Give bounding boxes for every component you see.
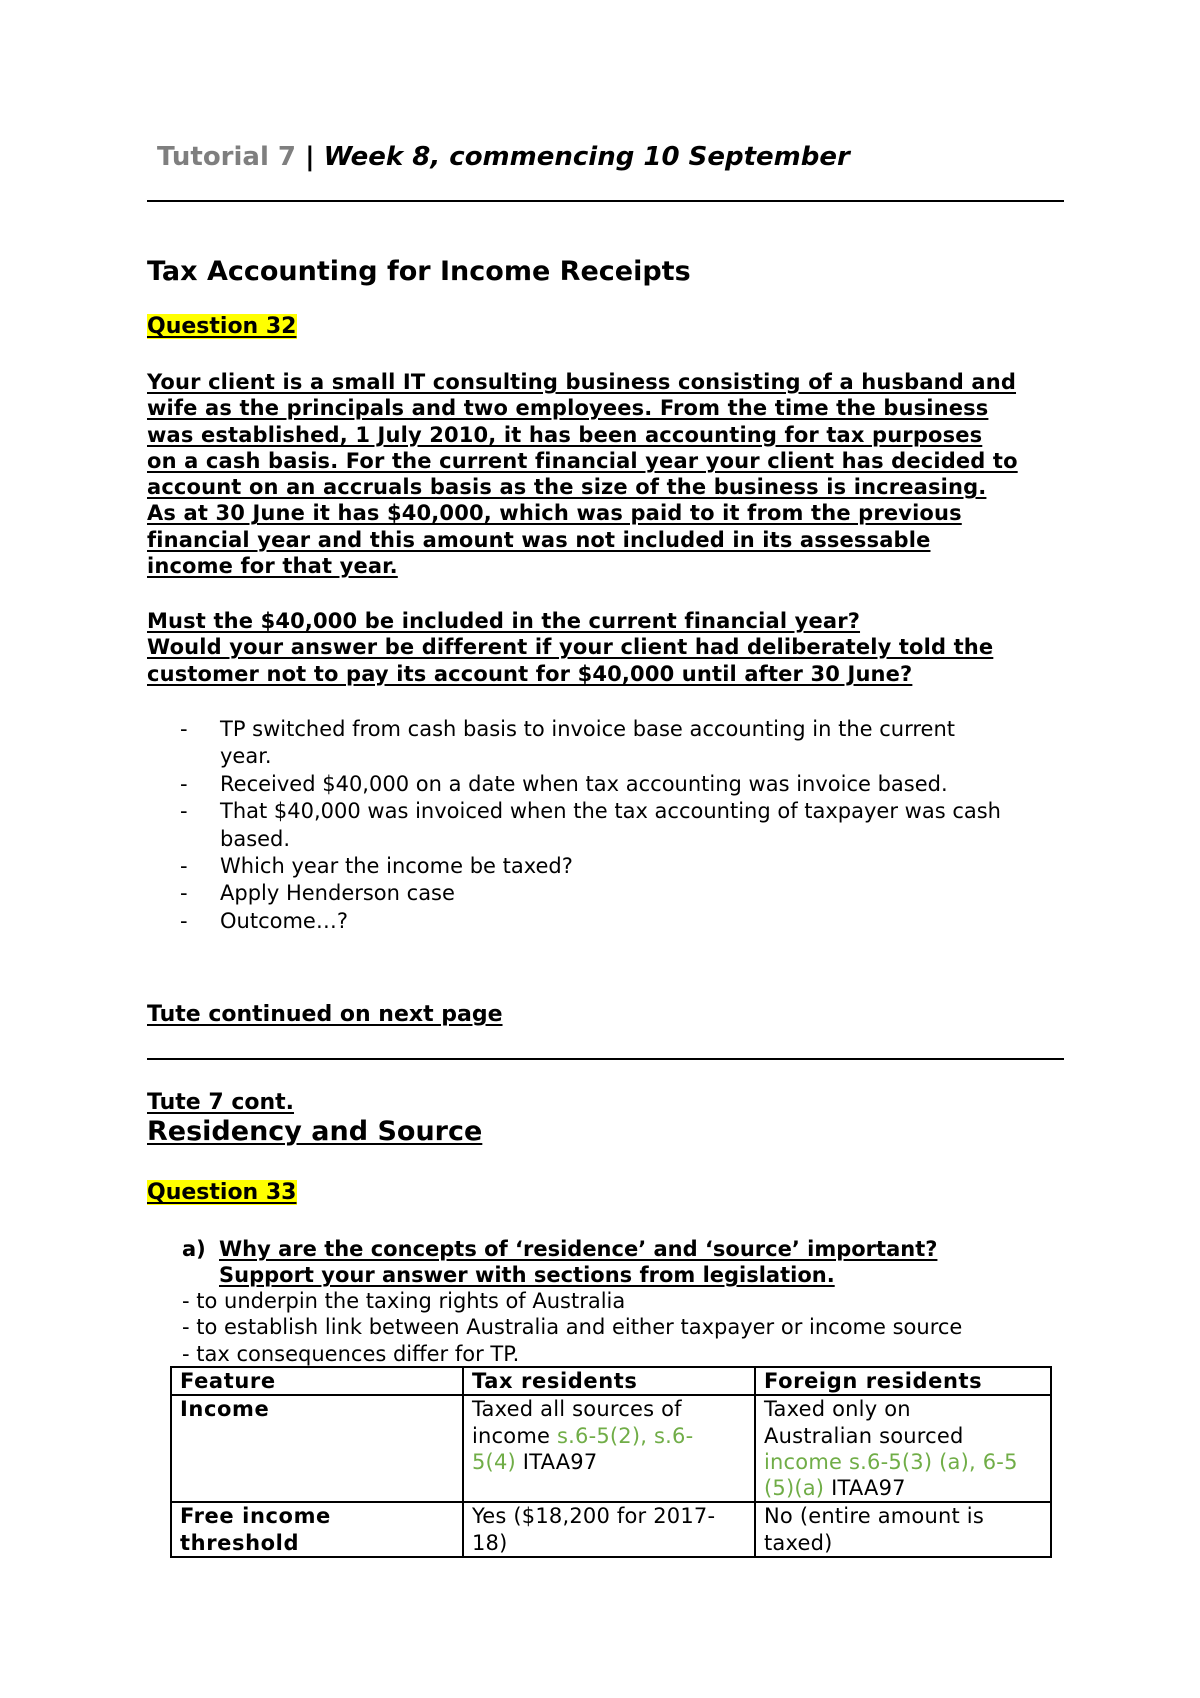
legislation-reference: 5(4) [472,1449,516,1474]
tute-continuation-label: Tute 7 cont. [147,1090,295,1115]
header-divider [147,200,1064,202]
bullet-dash: - [180,771,188,796]
list-item [180,853,1001,880]
list-item-text: Outcome…? [220,908,348,933]
header-feature: Feature [171,1367,463,1395]
cell-foreign-threshold [755,1502,1051,1557]
list-item [180,798,1001,853]
list-item-text: based. [220,826,291,851]
continued-note: Tute continued on next page [147,1002,503,1027]
part-a-line: Support your answer with sections from legislation. [219,1263,835,1288]
question-32-subquestions [147,608,993,687]
section-title-residency: Residency and Source [147,1116,483,1147]
legislation-reference: income s.6-5(3) (a), 6-5 [764,1449,1018,1474]
answer-line: - to underpin the taxing rights of Australia [182,1289,626,1313]
question-33-label [147,1180,297,1205]
cell-text: taxed) [764,1530,833,1555]
cell-feature-income: Income [171,1395,463,1502]
question-line: As at 30 June it has $40,000, which was paid to it from the previous [147,501,962,526]
list-item-text: Which year the income be taxed? [220,854,573,879]
bullet-dash: - [180,854,188,879]
subquestion-line: Would your answer be different if your client had deliberately told the [147,635,994,660]
answer-line: - to establish link between Australia and either taxpayer or income source [182,1315,963,1340]
tutorial-number: Tutorial 7 [157,142,297,172]
legislation-reference: (5)(a) [764,1476,825,1501]
list-item [180,880,1001,907]
part-a-answers [182,1288,962,1367]
question-line: wife as the principals and two employees. From the time the business [147,396,989,421]
cell-text: Taxed only on [764,1397,911,1422]
header-separator: | [305,142,315,172]
bullet-dash: - [180,799,188,824]
subquestion-line: customer not to pay its account for $40,000 until after 30 June? [147,661,913,686]
cell-text: 18) [472,1530,508,1555]
list-item-text: TP switched from cash basis to invoice base accounting in the current [220,717,956,741]
list-item [180,908,1001,935]
section-divider [147,1058,1064,1060]
cell-resident-threshold [463,1502,755,1557]
question-line: Your client is a small IT consulting business consisting of a husband and [147,370,1017,394]
question-32-label [147,314,297,339]
list-item [180,716,1001,771]
question-32-label-text: Question 32 [147,314,297,339]
list-item-text: Received $40,000 on a date when tax accounting was invoice based. [220,771,948,796]
tutorial-week: Week 8, commencing 10 September [323,142,850,172]
cell-resident-income [463,1395,755,1502]
cell-text: Australian sourced [764,1423,964,1448]
cell-text: No (entire amount is [764,1504,984,1529]
list-item-text: Apply Henderson case [220,881,455,906]
subquestion-line: Must the $40,000 be included in the current financial year? [147,609,861,633]
cell-text: threshold [180,1530,300,1555]
cell-text: ITAA97 [515,1449,598,1474]
bullet-dash: - [180,717,188,741]
table-row [171,1395,1051,1502]
list-item [180,771,1001,798]
cell-text: Taxed all sources of [472,1397,682,1422]
cell-text: income [472,1423,557,1448]
cell-text: ITAA97 [824,1476,906,1501]
cell-text: Yes ($18,200 for 2017- [472,1504,716,1529]
tutorial-header [157,142,850,172]
list-item-text: year. [220,744,272,769]
part-a-text [219,1236,937,1289]
header-tax-residents: Tax residents [463,1367,755,1395]
question-line: on a cash basis. For the current financial year your client has decided to [147,448,1018,473]
list-item-text: That $40,000 was invoiced when the tax accounting of taxpayer was cash [220,799,1001,824]
bullet-dash: - [180,881,188,906]
question-32-text [147,369,1018,579]
question-line: financial year and this amount was not included in its assessable [147,527,931,552]
header-foreign-residents: Foreign residents [755,1367,1051,1395]
answer-bullet-list [180,716,1001,935]
cell-feature-threshold [171,1502,463,1557]
section-title-tax-accounting: Tax Accounting for Income Receipts [147,256,691,287]
table-row [171,1502,1051,1557]
legislation-reference: s.6-5(2), s.6- [557,1423,694,1448]
answer-line: - tax consequences differ for TP. [182,1341,520,1366]
bullet-dash: - [180,908,188,933]
cell-foreign-income [755,1395,1051,1502]
question-line: income for that year. [147,554,398,579]
question-line: was established, 1 July 2010, it has been accounting for tax purposes [147,422,983,447]
table-header-row [171,1367,1051,1395]
question-33-label-text: Question 33 [147,1180,297,1205]
residency-comparison-table [170,1366,1052,1558]
question-line: account on an accruals basis as the size of the business is increasing. [147,475,987,500]
part-a-label: a) [182,1237,206,1261]
part-a-line: Why are the concepts of ‘residence’ and ‘source’ important? [219,1237,938,1261]
cell-text: Free income [180,1504,331,1529]
